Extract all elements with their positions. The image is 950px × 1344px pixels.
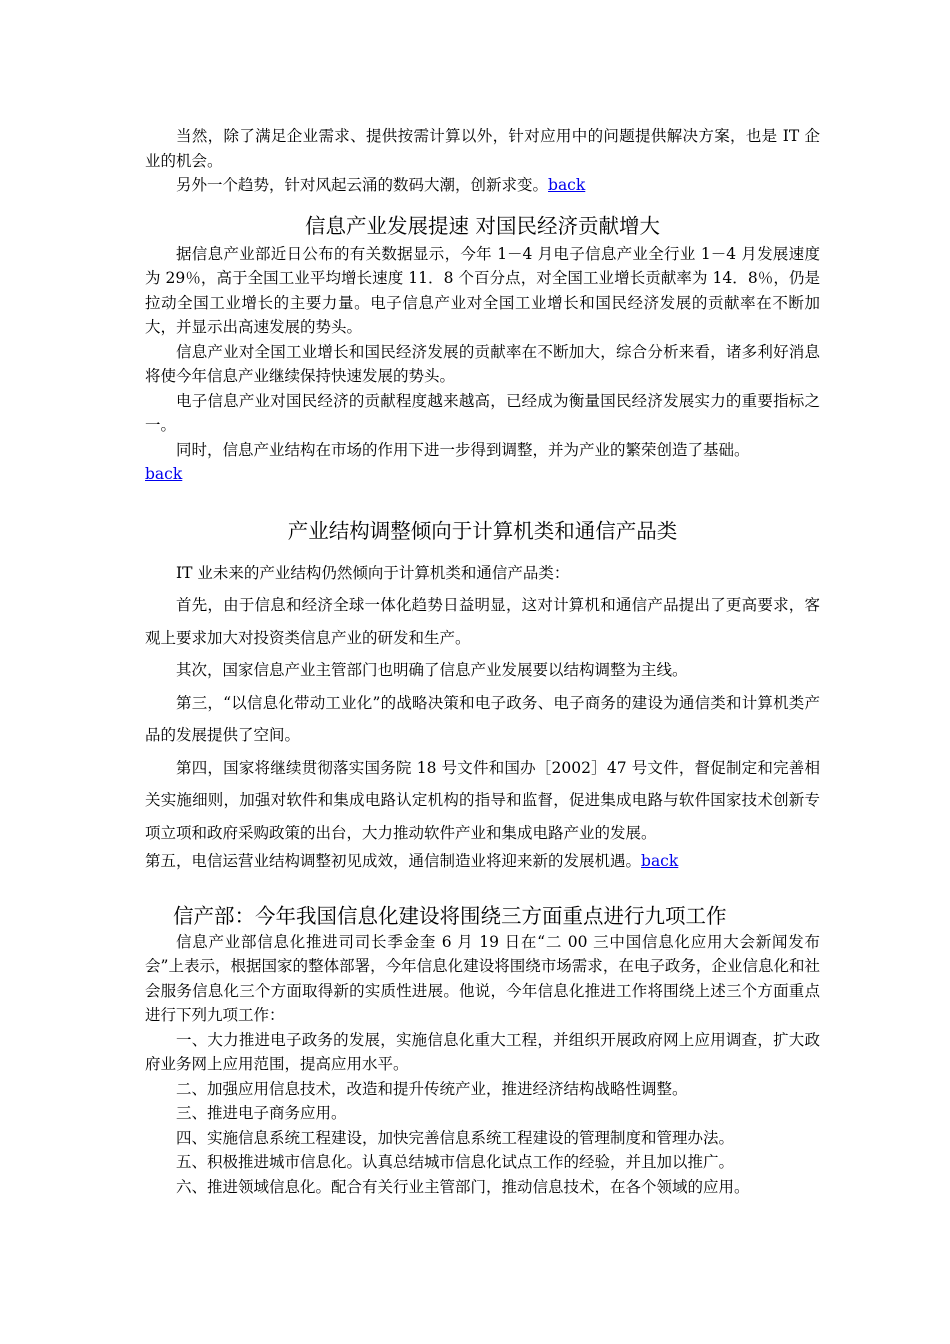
section-3-title: 信产部：今年我国信息化建设将围绕三方面重点进行九项工作 bbox=[173, 903, 727, 928]
back-link[interactable]: back bbox=[145, 465, 183, 483]
section-1-back-line bbox=[145, 462, 820, 487]
section-2-paragraph-6 bbox=[145, 849, 820, 874]
section-2 bbox=[145, 517, 820, 874]
intro-paragraph-1: 当然，除了满足企业需求、提供按需计算以外，针对应用中的问题提供解决方案，也是 IT 企业的机会。 bbox=[145, 127, 820, 170]
document-page bbox=[145, 124, 820, 1199]
section-3-item-4: 四、实施信息系统工程建设，加快完善信息系统工程建设的管理制度和管理办法。 bbox=[176, 1128, 735, 1147]
section-1-paragraph-4: 同时，信息产业结构在市场的作用下进一步得到调整，并为产业的繁荣创造了基础。 bbox=[176, 440, 750, 459]
section-2-paragraph-2: 首先，由于信息和经济全球一体化趋势日益明显，这对计算机和通信产品提出了更高要求，客观上要求加大对投资类信息产业的研发和生产。 bbox=[145, 596, 820, 647]
section-3-paragraph-1: 信息产业部信息化推进司司长季金奎 6 月 19 日在“二 00 三中国信息化应用大会新闻发布会”上表示，根据国家的整体部署，今年信息化建设将围绕市场需求，在电子政务，企业信息化和社会服务信息化三个方面取得新的实质性进展。他说，今年信息化推进工作将围绕上述三个方面重点进行下列九项工作： bbox=[145, 932, 820, 1024]
section-1-paragraph-1: 据信息产业部近日公布的有关数据显示，今年 1－4 月电子信息产业全行业 1－4 月发展速度为 29％，高于全国工业平均增长速度 11．8 个百分点，对全国工业增长贡献率为 14．8％，仍是拉动全国工业增长的主要力量。电子信息产业对全国工业增长和国民经济发展的贡献率在不断加大，并显示出高速发展的势头。 bbox=[145, 244, 820, 336]
section-3-item-3: 三、推进电子商务应用。 bbox=[176, 1104, 347, 1122]
section-3-item-5: 五、积极推进城市信息化。认真总结城市信息化试点工作的经验，并且加以推广。 bbox=[176, 1153, 735, 1171]
back-link[interactable]: back bbox=[548, 176, 586, 194]
section-2-paragraph-4: 第三，“以信息化带动工业化”的战略决策和电子政务、电子商务的建设为通信类和计算机类产品的发展提供了空间。 bbox=[145, 693, 820, 744]
section-3-item-2: 二、加强应用信息技术，改造和提升传统产业，推进经济结构战略性调整。 bbox=[176, 1079, 688, 1098]
back-link[interactable]: back bbox=[641, 852, 679, 870]
section-1-title: 信息产业发展提速 对国民经济贡献增大 bbox=[304, 213, 660, 238]
section-3-item-1: 一、大力推进电子政务的发展，实施信息化重大工程，并组织开展政府网上应用调查，扩大政府业务网上应用范围，提高应用水平。 bbox=[145, 1030, 820, 1073]
section-2-paragraph-5: 第四，国家将继续贯彻落实国务院 18 号文件和国办［2002］47 号文件，督促制定和完善相关实施细则，加强对软件和集成电路认定机构的指导和监督，促进集成电路与软件国家技术创新专项立项和政府采购政策的出台，大力推动软件产业和集成电路产业的发展。 bbox=[145, 758, 820, 842]
section-2-paragraph-6-text: 第五，电信运营业结构调整初见成效，通信制造业将迎来新的发展机遇。 bbox=[145, 852, 642, 870]
section-1-paragraph-2: 信息产业对全国工业增长和国民经济发展的贡献率在不断加大，综合分析来看，诸多利好消息将使今年信息产业继续保持快速发展的势头。 bbox=[145, 342, 820, 385]
section-1-paragraph-3: 电子信息产业对国民经济的贡献程度越来越高，已经成为衡量国民经济发展实力的重要指标之一。 bbox=[145, 391, 820, 434]
section-3-item-6: 六、推进领域信息化。配合有关行业主管部门，推动信息技术，在各个领域的应用。 bbox=[176, 1177, 750, 1196]
section-2-paragraph-3: 其次，国家信息产业主管部门也明确了信息产业发展要以结构调整为主线。 bbox=[176, 661, 688, 679]
section-2-paragraph-1: IT 业未来的产业结构仍然倾向于计算机类和通信产品类： bbox=[176, 563, 570, 582]
intro-paragraph-2-text: 另外一个趋势，针对风起云涌的数码大潮，创新求变。 bbox=[176, 176, 549, 194]
intro-paragraph-2 bbox=[145, 173, 820, 198]
section-2-title: 产业结构调整倾向于计算机类和通信产品类 bbox=[287, 518, 678, 543]
